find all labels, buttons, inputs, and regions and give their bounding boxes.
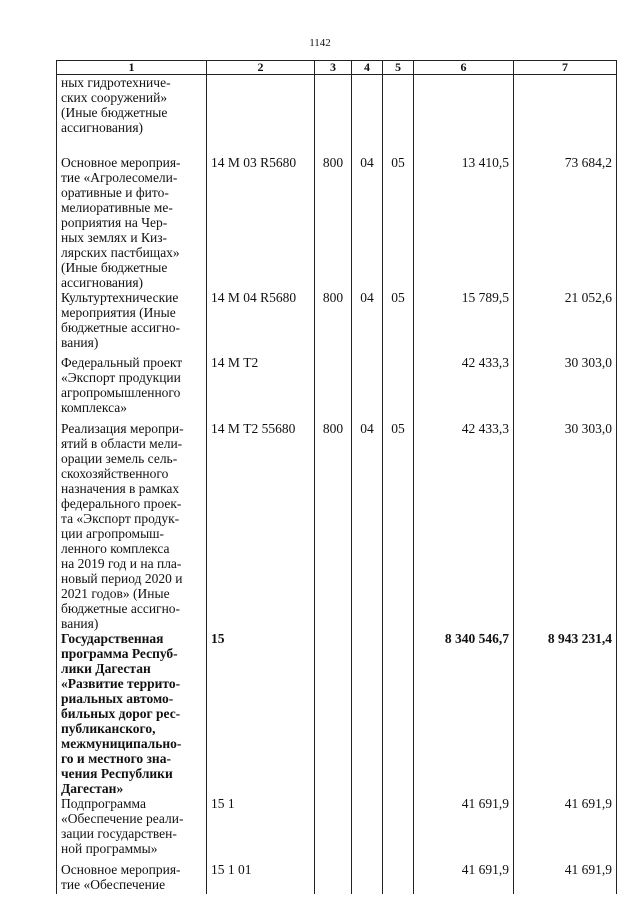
row-col3 [315,862,352,894]
row-description: Подпрограмма «Обеспечение реали- зации государствен- ной программы» [57,796,207,862]
row-description: Реализация меропри- ятий в области мели- орации земель сель- скохозяйственного назначения в рамках федерального проек- та «Экспорт продук- ции агропромыш- ленного комплекса на 2019 год и на пла- новый период 2020 и 2021 годов» (Иные бюджетные ассигно- вания) [57,421,207,631]
row-col3 [315,75,352,155]
row-col3 [315,355,352,421]
row-value-2020: 8 340 546,7 [414,631,514,796]
row-col4 [352,355,383,421]
table-row [57,631,617,796]
row-description: ных гидротехниче- ских сооружений» (Иные бюджетные ассигнования) [57,75,207,155]
row-value-2020: 41 691,9 [414,862,514,894]
row-col5 [383,355,414,421]
column-header: 2 [207,61,315,75]
row-col4 [352,631,383,796]
row-value-2021: 73 684,2 [514,155,617,290]
row-description: Культуртехнические мероприятия (Иные бюджетные ассигно- вания) [57,290,207,355]
row-code [207,75,315,155]
row-value-2020: 41 691,9 [414,796,514,862]
row-col4: 04 [352,290,383,355]
row-code: 15 1 [207,796,315,862]
row-description: Государственная программа Респуб- лики Дагестан «Развитие террито- риальных автомо- бильных дорог рес- публиканского, межмуниципально- го и местного зна- чения Республики Дагестан» [57,631,207,796]
table-row [57,796,617,862]
row-value-2021: 41 691,9 [514,862,617,894]
row-code: 15 1 01 [207,862,315,894]
column-header: 1 [57,61,207,75]
row-code: 14 М Т2 55680 [207,421,315,631]
row-value-2021: 41 691,9 [514,796,617,862]
row-code: 14 М Т2 [207,355,315,421]
row-col5 [383,631,414,796]
row-col3 [315,796,352,862]
row-value-2020 [414,75,514,155]
row-value-2020: 42 433,3 [414,355,514,421]
row-value-2021: 30 303,0 [514,355,617,421]
row-col4 [352,862,383,894]
row-col4: 04 [352,421,383,631]
column-header: 6 [414,61,514,75]
row-col5: 05 [383,421,414,631]
row-value-2021: 8 943 231,4 [514,631,617,796]
column-header: 3 [315,61,352,75]
row-value-2020: 42 433,3 [414,421,514,631]
row-col3: 800 [315,290,352,355]
table-row [57,155,617,290]
row-col4 [352,75,383,155]
row-col3: 800 [315,421,352,631]
table-row [57,75,617,155]
table-row [57,862,617,894]
row-col4 [352,796,383,862]
row-col5 [383,75,414,155]
row-code: 15 [207,631,315,796]
column-header: 4 [352,61,383,75]
row-value-2021 [514,75,617,155]
row-code: 14 М 03 R5680 [207,155,315,290]
row-value-2021: 21 052,6 [514,290,617,355]
row-col4: 04 [352,155,383,290]
row-col5: 05 [383,290,414,355]
row-col5 [383,796,414,862]
row-col5: 05 [383,155,414,290]
column-header: 5 [383,61,414,75]
row-description: Федеральный проект «Экспорт продукции агропромышленного комплекса» [57,355,207,421]
table-row [57,355,617,421]
row-value-2020: 15 789,5 [414,290,514,355]
row-col3: 800 [315,155,352,290]
table-row [57,290,617,355]
row-description: Основное мероприя- тие «Агролесомели- оративные и фито- мелиоративные ме- роприятия на Чер- ных землях и Киз- лярских пастбищах» (Иные бюджетные ассигнования) [57,155,207,290]
row-description: Основное мероприя- тие «Обеспечение [57,862,207,894]
column-header: 7 [514,61,617,75]
page-number: 1142 [309,37,331,49]
row-value-2020: 13 410,5 [414,155,514,290]
row-col3 [315,631,352,796]
table-header-row [57,61,617,75]
table-row [57,421,617,631]
row-code: 14 М 04 R5680 [207,290,315,355]
row-value-2021: 30 303,0 [514,421,617,631]
row-col5 [383,862,414,894]
budget-table [56,60,617,894]
